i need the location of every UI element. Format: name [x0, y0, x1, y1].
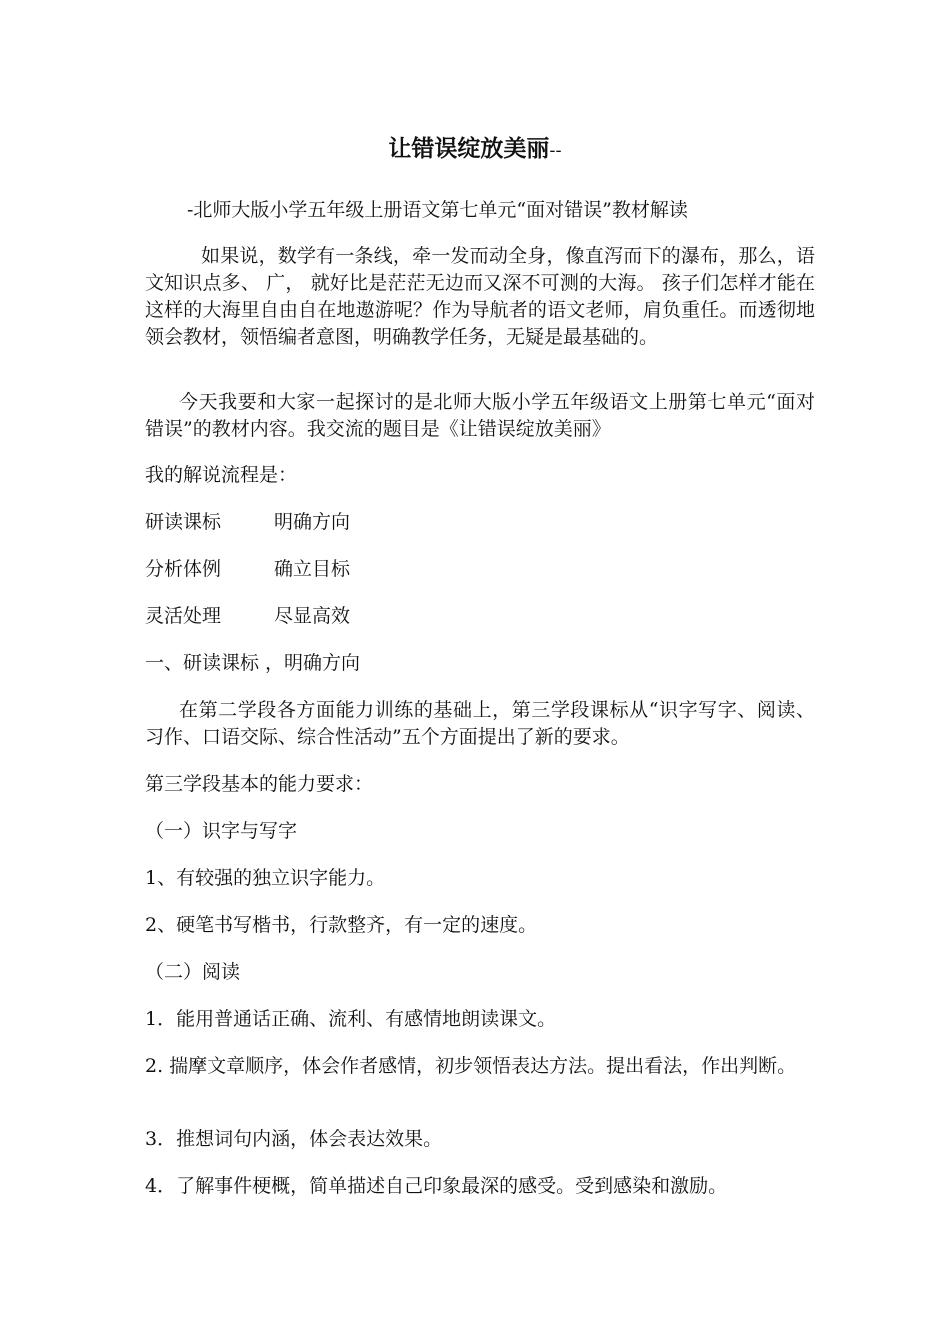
list-item: 4．了解事件梗概，简单描述自己印象最深的感受。受到感染和激励。 — [145, 1175, 728, 1197]
group-two-heading: （二）阅读 — [145, 961, 241, 983]
list-item: 1．能用普通话正确、流利、有感情地朗读课文。 — [145, 1008, 557, 1030]
requirements-heading: 第三学段基本的能力要求： — [145, 773, 374, 795]
list-item: 2. 揣摩文章顺序，体会作者感情，初步领悟表达方法。提出看法，作出判断。 — [145, 1055, 797, 1077]
flow-item-left: 分析体例 — [145, 558, 222, 580]
flow-item-left: 灵活处理 — [145, 605, 222, 627]
section-one-heading: 一、研读课标 ，明确方向 — [145, 652, 361, 674]
intro-paragraph: 如果说，数学有一条线，牵一发而动全身，像直泻而下的瀑布，那么，语文知识点多、 广， 就好比是茫茫无边而又深不可测的大海。 孩子们怎样才能在这样的大海里自由自在地遨游呢？作为导航者的语文老师，肩负重任。而透彻地领会教材，领悟编者意图，明确教学任务，无疑是最基础的。 — [145, 245, 815, 348]
flow-item — [145, 509, 351, 536]
flow-item-right: 确立目标 — [274, 558, 351, 580]
list-item: 1、有较强的独立识字能力。 — [145, 867, 386, 889]
topic-paragraph: 今天我要和大家一起探讨的是北师大版小学五年级语文上册第七单元“面对错误”的教材内容。我交流的题目是《让错误绽放美丽》 — [145, 391, 815, 440]
page-subtitle: -北师大版小学五年级上册语文第七单元“面对错误”教材解读 — [187, 199, 688, 221]
flow-item — [145, 603, 351, 630]
flow-item-left: 研读课标 — [145, 511, 222, 533]
flow-intro: 我的解说流程是： — [145, 464, 298, 486]
flow-item — [145, 556, 351, 583]
title-dash: -- — [549, 141, 562, 161]
list-item: 3．推想词句内涵，体会表达效果。 — [145, 1128, 443, 1150]
list-item: 2、硬笔书写楷书，行款整齐，有一定的速度。 — [145, 914, 538, 936]
flow-item-right: 明确方向 — [274, 511, 351, 533]
section-one-paragraph: 在第二学段各方面能力训练的基础上，第三学段课标从“识字写字、阅读、习作、口语交际、综合性活动”五个方面提出了新的要求。 — [145, 699, 815, 748]
group-one-heading: （一）识字与写字 — [145, 820, 298, 842]
flow-item-right: 尽显高效 — [274, 605, 351, 627]
title-main: 让错误绽放美丽 — [388, 136, 550, 162]
page-title — [0, 133, 950, 167]
